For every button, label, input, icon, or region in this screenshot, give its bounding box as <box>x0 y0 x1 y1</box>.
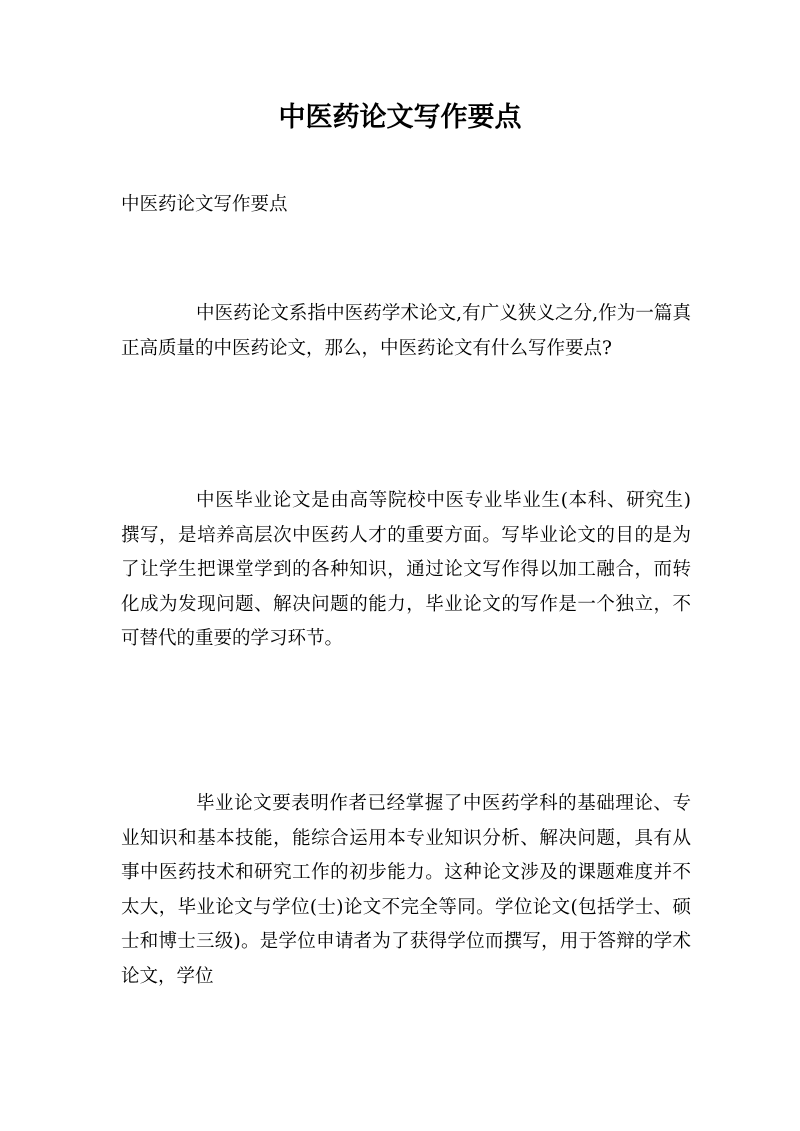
document-title: 中医药论文写作要点 <box>278 102 522 133</box>
paragraph-graduation-thesis: 中医毕业论文是由高等院校中医专业毕业生(本科、研究生)撰写，是培养高层次中医药人才的重要方面。写毕业论文的目的是为了让学生把课堂学到的各种知识，通过论文写作得以加工融合，而转化成为发现问题、解决问题的能力，毕业论文的写作是一个独立，不可替代的重要的学习环节。 <box>121 490 691 649</box>
document-subtitle: 中医药论文写作要点 <box>121 194 288 215</box>
paragraph-intro: 中医药论文系指中医药学术论文,有广义狭义之分,作为一篇真正高质量的中医药论文，那么，中医药论文有什么写作要点? <box>121 303 691 359</box>
paragraph-thesis-requirements: 毕业论文要表明作者已经掌握了中医药学科的基础理论、专业知识和基本技能，能综合运用本专业知识分析、解决问题，具有从事中医药技术和研究工作的初步能力。这种论文涉及的课题难度并不太大，毕业论文与学位(士)论文不完全等同。学位论文(包括学士、硕士和博士三级)。是学位申请者为了获得学位而撰写，用于答辩的学术论文，学位 <box>121 793 691 987</box>
